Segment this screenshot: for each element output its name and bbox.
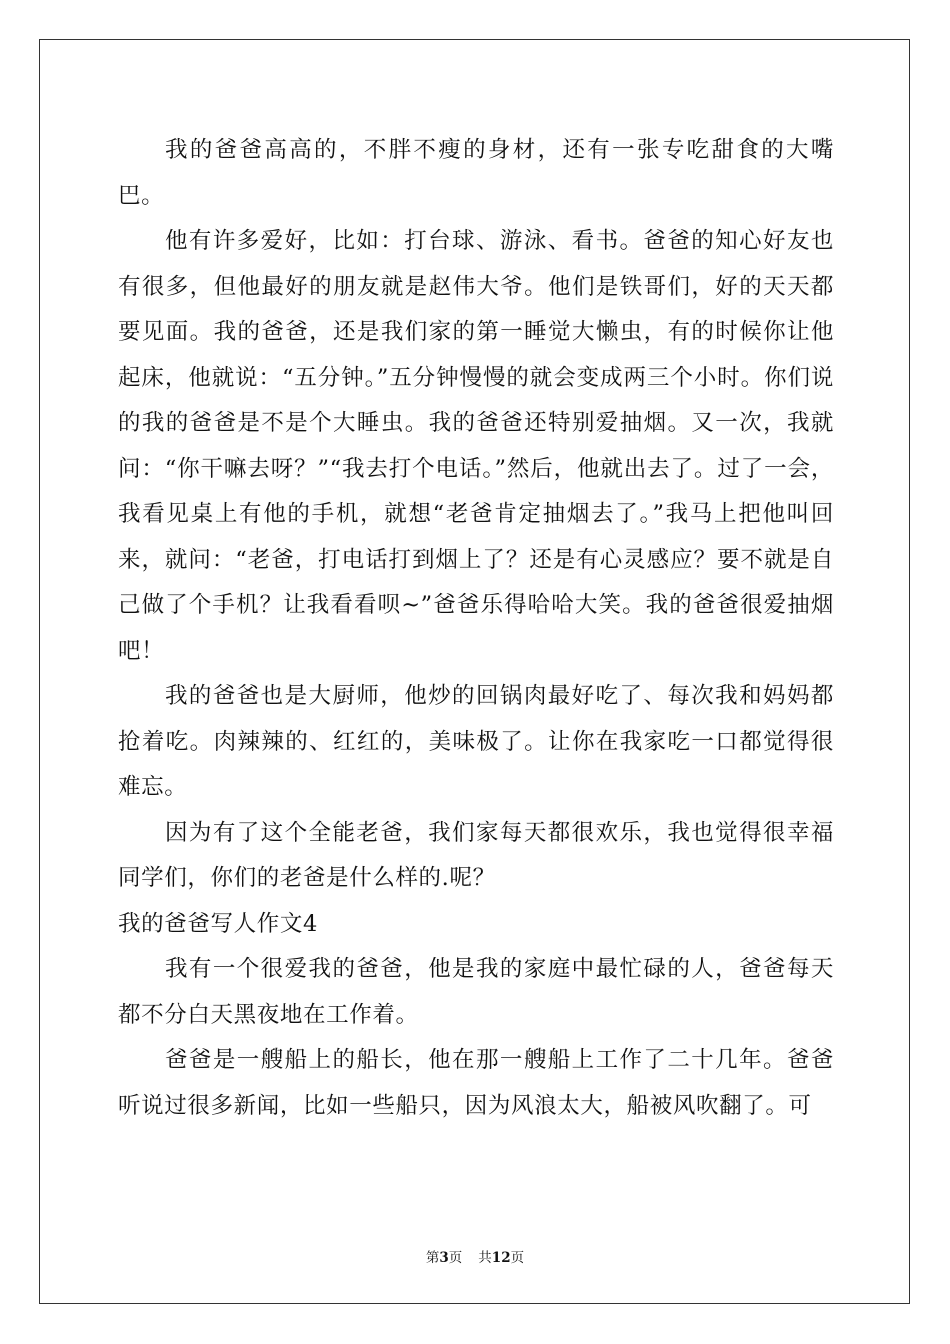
total-suffix: 页: [510, 1250, 525, 1266]
page-prefix: 第: [425, 1250, 440, 1266]
paragraph-4: 因为有了这个全能老爸，我们家每天都很欢乐，我也觉得很幸福同学们，你们的老爸是什么样的.呢？: [118, 819, 834, 891]
total-pages: 12: [491, 1250, 511, 1266]
document-body: [118, 128, 834, 1129]
page-number: 3: [439, 1250, 449, 1266]
total-prefix: 共: [478, 1250, 492, 1266]
paragraph-5: 我有一个很爱我的爸爸，他是我的家庭中最忙碌的人，爸爸每天都不分白天黑夜地在工作着。: [118, 956, 834, 1028]
page-suffix: 页: [448, 1250, 463, 1266]
page-footer: [0, 1249, 950, 1267]
paragraph-2: 他有许多爱好，比如：打台球、游泳、看书。爸爸的知心好友也有很多，但他最好的朋友就是赵伟大爷。他们是铁哥们，好的天天都要见面。我的爸爸，还是我们家的第一睡觉大懒虫，有的时候你让他起床，他就说：“五分钟。”五分钟慢慢的就会变成两三个小时。你们说的我的爸爸是不是个大睡虫。我的爸爸还特别爱抽烟。又一次，我就问：“你干嘛去呀？”“我去打个电话。”然后，他就出去了。过了一会，我看见桌上有他的手机，就想“老爸肯定抽烟去了。”我马上把他叫回来，就问：“老爸，打电话打到烟上了？还是有心灵感应？要不就是自己做了个手机？让我看看呗~”爸爸乐得哈哈大笑。我的爸爸很爱抽烟吧！: [118, 228, 834, 664]
section-heading: 我的爸爸写人作文4: [118, 910, 318, 937]
paragraph-3: 我的爸爸也是大厨师，他炒的回锅肉最好吃了、每次我和妈妈都抢着吃。肉辣辣的、红红的，美味极了。让你在我家吃一口都觉得很难忘。: [118, 683, 834, 800]
paragraph-6: 爸爸是一艘船上的船长，他在那一艘船上工作了二十几年。爸爸听说过很多新闻，比如一些船只，因为风浪太大，船被风吹翻了。可: [118, 1047, 834, 1119]
paragraph-1: 我的爸爸高高的，不胖不瘦的身材，还有一张专吃甜食的大嘴巴。: [118, 137, 834, 209]
